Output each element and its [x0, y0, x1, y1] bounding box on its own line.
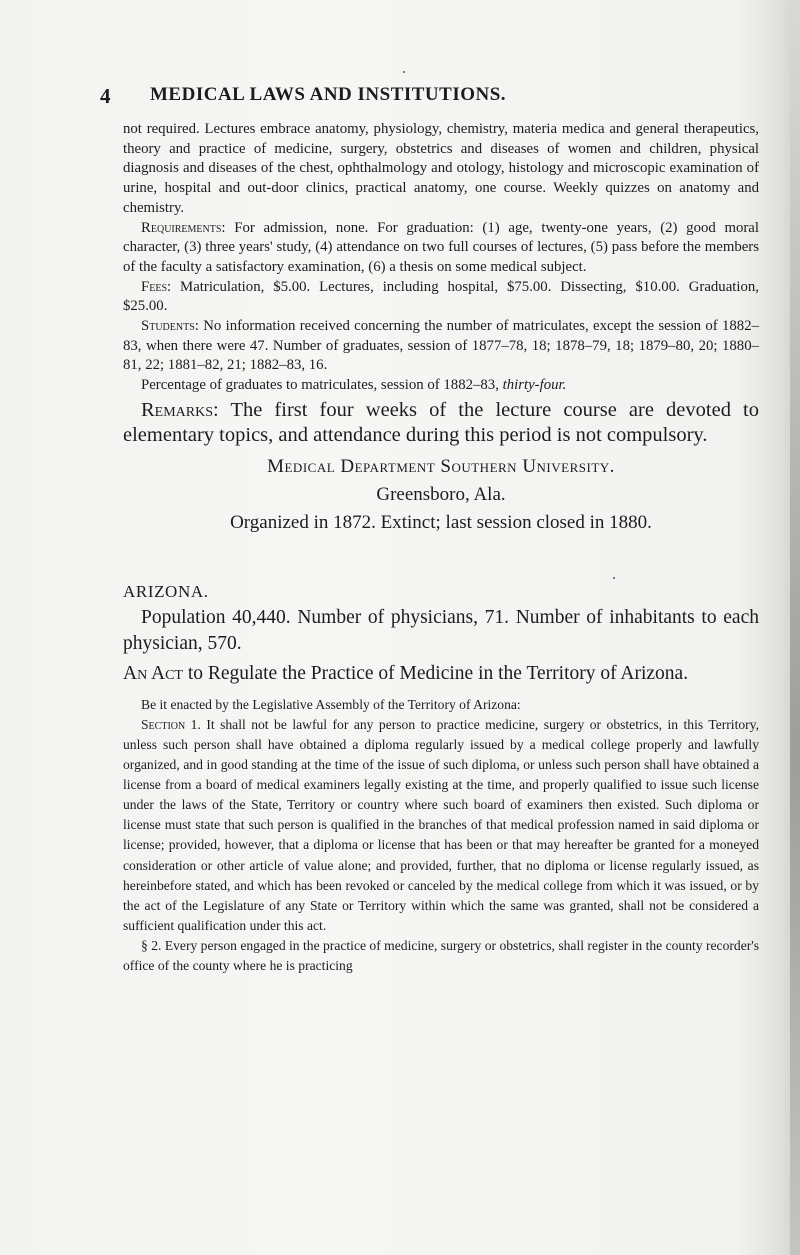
remarks-paragraph	[123, 398, 759, 448]
act-title-rest: to Regulate the Practice of Medicine in the Territory of Arizona.	[182, 662, 689, 684]
remarks-text: The first four weeks of the lecture course are devoted to elementary topics, and attendance during this period is not compulsory.	[123, 398, 759, 446]
running-title: MEDICAL LAWS AND INSTITUTIONS.	[150, 84, 507, 105]
percentage-text: Percentage of graduates to matriculates, session of 1882–83,	[141, 377, 503, 394]
population-paragraph: Population 40,440. Number of physicians, 71. Number of inhabitants to each physician, 570.	[123, 606, 759, 654]
requirements-label: Requirements:	[141, 219, 226, 236]
page-number: 4	[100, 84, 111, 108]
enacting-clause: Be it enacted by the Legislative Assembly of the Territory of Arizona:	[141, 696, 521, 712]
section-1-label: Section 1.	[141, 716, 201, 732]
section-2-text: Every person engaged in the practice of medicine, surgery or obstetrics, shall register in the county recorder's office of the county where he is practicing	[123, 937, 760, 973]
percentage-value: thirty-four.	[502, 377, 567, 394]
fees-paragraph	[123, 278, 759, 317]
act-title-lead: An Act	[123, 662, 183, 684]
students-label: Students:	[141, 318, 199, 335]
state-heading: ARIZONA.	[123, 581, 209, 601]
courses-paragraph: not required. Lectures embrace anatomy, physiology, chemistry, materia medica and general therapeutics, theory and practice of medicine, surgery, obstetrics and diseases of women and children, physical diagnosis and diseases of the chest, ophthalmology and otology, histology and microscopic examination of urine, hospital and out-door clinics, practical anatomy, one course. Weekly quizzes on anatomy and chemistry.	[123, 121, 759, 216]
section-2-label: § 2.	[141, 937, 162, 953]
institution-location: Greensboro, Ala.	[376, 483, 506, 505]
fees-label: Fees:	[141, 278, 172, 295]
section-1-text: It shall not be lawful for any person to practice medicine, surgery or obstetrics, in this Territory, unless such person shall have obtained a diploma regularly issued by a medical college properly and lawfully organized, and in good standing at the time of the issue of such diploma, or unless such person shall have obtained a license from a board of medical examiners legally existing at the time, and properly qualified to issue such license under the laws of the State, Territory or country where such board of examiners then existed. Such diploma or license must state that such person is qualified in the branches of that medical profession named in said diploma or license; provided, however, that a diploma or license that has been or that may hereafter be granted for a moneyed consideration or other article of value alone; and provided, further, that no diploma or license regularly issued, as hereinbefore stated, and which has been revoked or canceled by the medical college from which it was issued, or by the act of the Legislature of any State or Territory within which the same was granted, shall not be considered a sufficient qualification under this act.	[123, 716, 759, 933]
page-body	[123, 120, 759, 976]
institution-history: Organized in 1872. Extinct; last session closed in 1880.	[230, 511, 652, 533]
students-paragraph	[123, 317, 759, 376]
institution-name: Medical Department Southern University.	[267, 455, 615, 477]
section-1-paragraph	[123, 715, 759, 936]
students-text: No information received concerning the number of matriculates, except the session of 1882–83, when there were 47. Number of graduates, session of 1877–78, 18; 1878–79, 18; 1879–80, 20; 1880–81, 22; 1881–82, 21; 1882–83, 16.	[123, 318, 759, 374]
section-2-paragraph	[123, 936, 759, 976]
ink-speck	[403, 71, 405, 73]
requirements-paragraph	[123, 219, 759, 278]
page-edge-shadow	[790, 0, 800, 1255]
remarks-label: Remarks:	[141, 398, 219, 421]
requirements-text: For admission, none. For graduation: (1) age, twenty-one years, (2) good moral character, (3) three years' study, (4) attendance on two full courses of lectures, (5) pass before the members of the faculty a satisfactory examination, (6) a thesis on some medical subject.	[123, 219, 759, 275]
page-header	[100, 84, 700, 110]
act-title	[123, 661, 759, 687]
percentage-paragraph	[123, 376, 759, 396]
fees-text: Matriculation, $5.00. Lectures, including hospital, $75.00. Dissecting, $10.00. Graduation, $25.00.	[123, 278, 759, 315]
